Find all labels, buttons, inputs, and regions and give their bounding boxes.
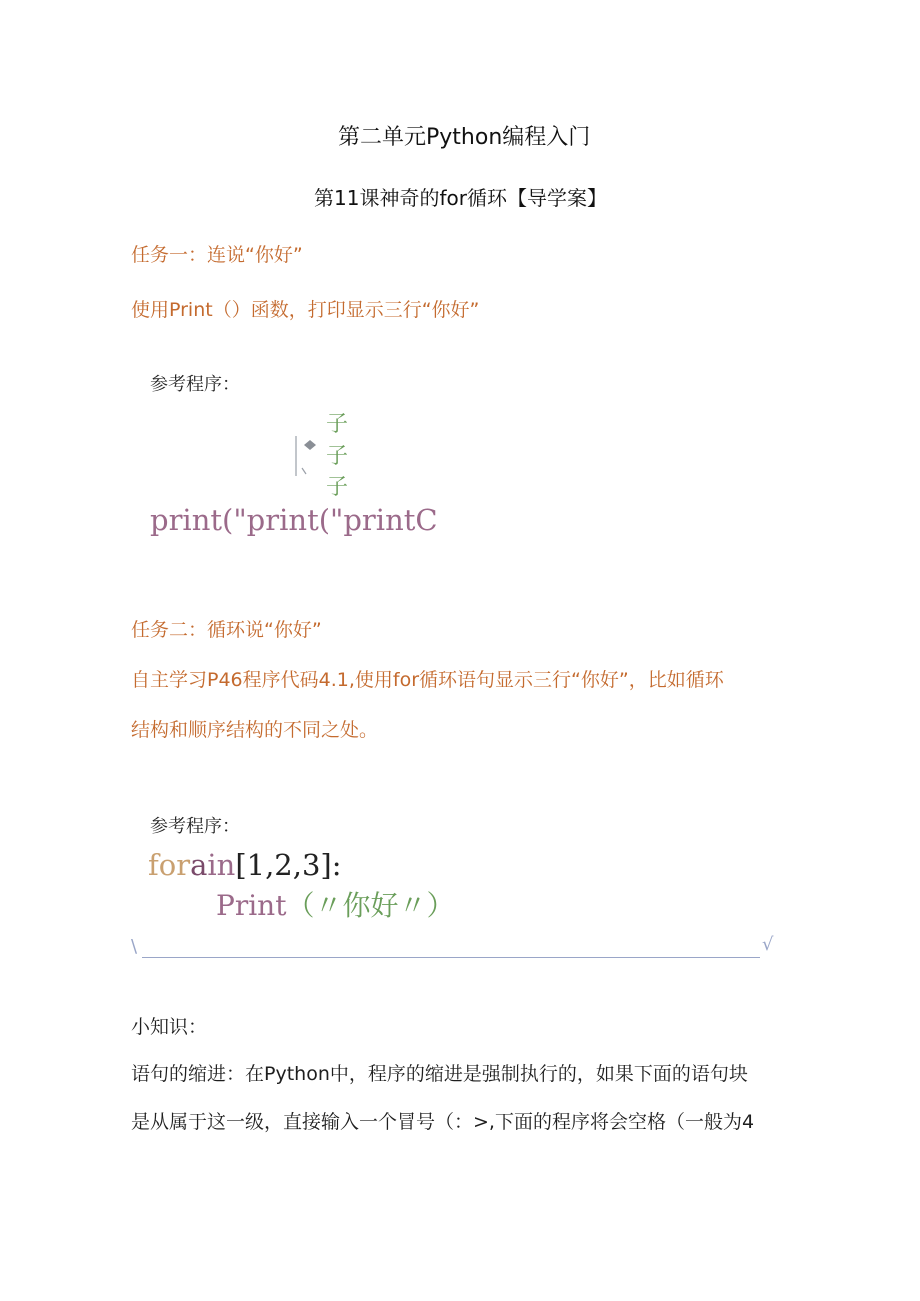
loop-variable: a <box>190 848 208 882</box>
keyword-for: for <box>148 848 191 882</box>
print-string: （〃你好〃） <box>286 889 455 922</box>
code-char-2: 子 <box>326 444 349 469</box>
code-char-3: 子 <box>326 475 349 500</box>
keyword-in: in <box>207 848 236 882</box>
task1-description: 使用Print（）函数，打印显示三行“你好” <box>131 299 480 321</box>
print-line <box>216 884 454 924</box>
divider-line <box>142 957 760 958</box>
task2-reference-label: 参考程序： <box>150 816 240 837</box>
task2-description-line2: 结构和顺序结构的不同之处。 <box>131 719 379 741</box>
divider-left-mark: \ <box>131 936 138 957</box>
task1-code-line: print("print("printC <box>150 503 438 537</box>
loop-list: [1,2,3]: <box>235 848 342 882</box>
task1-reference-label: 参考程序： <box>150 374 240 395</box>
task1-heading: 任务一：连说“你好” <box>131 244 303 266</box>
bracket-mark-icon <box>292 432 322 480</box>
knowledge-heading: 小知识： <box>131 1016 208 1038</box>
task2-heading: 任务二：循环说“你好” <box>131 619 322 641</box>
divider-right-mark: √ <box>762 934 774 955</box>
lesson-title: 第11课神奇的for循环【导学案】 <box>314 186 607 210</box>
print-keyword: Print <box>216 889 287 922</box>
knowledge-line1: 语句的缩进：在Python中，程序的缩进是强制执行的，如果下面的语句块 <box>131 1063 748 1085</box>
task2-description-line1: 自主学习P46程序代码4.1,使用for循环语句显示三行“你好”，比如循环 <box>131 669 724 691</box>
knowledge-line2: 是从属于这一级，直接输入一个冒号（：>,下面的程序将会空格（一般为4 <box>131 1111 755 1133</box>
unit-title: 第二单元Python编程入门 <box>338 125 591 150</box>
for-loop-line <box>148 848 342 882</box>
code-char-1: 子 <box>326 412 349 437</box>
